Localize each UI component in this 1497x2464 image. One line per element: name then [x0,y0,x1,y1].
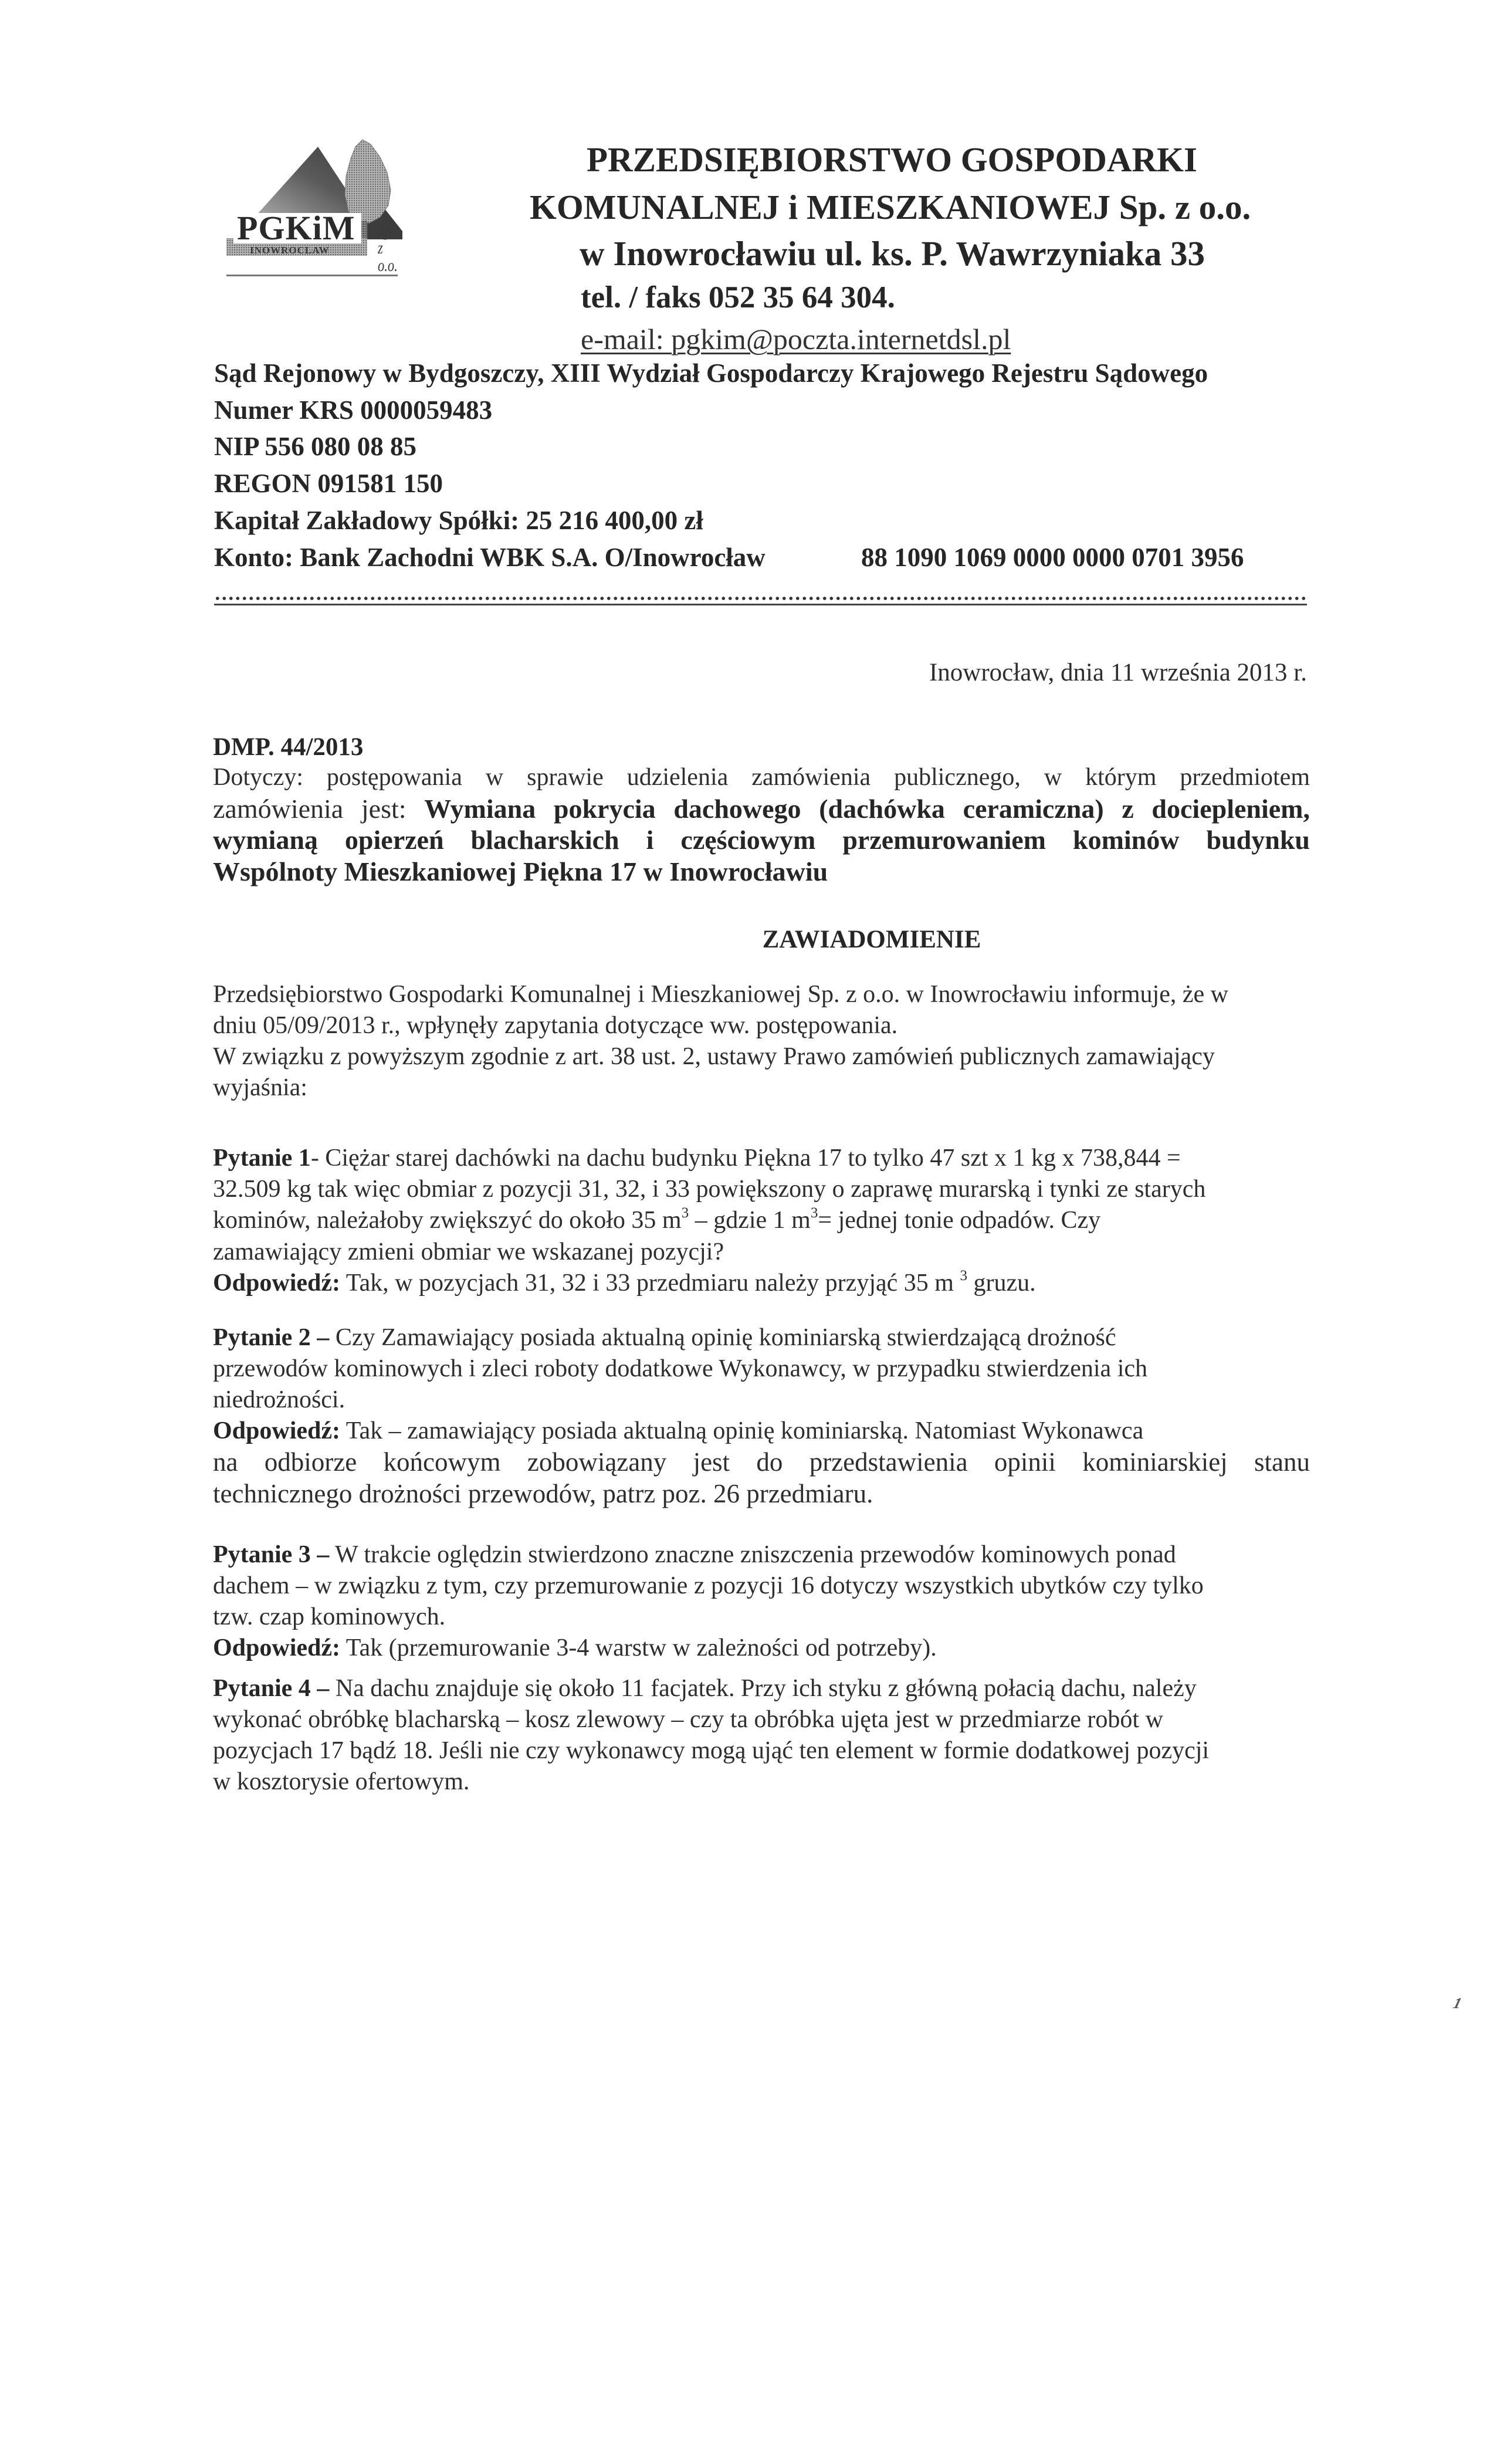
subject-line [213,858,1310,885]
text-run: zamówienia jest: [213,794,425,824]
text-run: W trakcie oględzin stwierdzono znaczne zniszczenia przewodów kominowych ponad [329,1541,1176,1568]
registry-regon: REGON 091581 150 [214,469,443,498]
text-run: tzw. czap kominowych. [213,1603,446,1630]
question-line [213,1268,1310,1297]
intro-line [213,1075,1310,1100]
text-run: w kosztorysie ofertowym. [213,1768,470,1795]
question-line [213,1738,1310,1763]
registry-nip: NIP 556 080 08 85 [214,432,417,461]
bold-text: Pytanie 3 – [213,1541,330,1568]
text-run: niedrożności. [213,1386,346,1413]
question-line [213,1240,1310,1264]
text-run: wyjaśnia: [213,1074,307,1101]
question-line [213,1676,1310,1701]
text-run: 32.509 kg tak więc obmiar z pozycji 31, 32, i 33 powiększony o zaprawę murarską i tynki ze starych [213,1176,1206,1203]
text-run: - Ciężar starej dachówki na dachu budynku Piękna 17 to tylko 47 szt x 1 kg x 738,844 = [310,1145,1181,1172]
subject-line [213,796,1310,823]
intro-line [213,982,1310,1007]
question-line [213,1542,1310,1567]
text-run: kominów, należałoby zwiększyć do około 35 m [213,1207,682,1234]
text-run: dniu 05/09/2013 r., wpłynęły zapytania dotyczące ww. postępowania. [213,1012,898,1039]
text-run: technicznego drożności przewodów, patrz poz. 26 przedmiaru. [213,1479,873,1508]
question-line [213,1325,1310,1350]
bold-text: Pytanie 4 – [213,1675,330,1702]
text-run: gruzu. [967,1270,1036,1297]
question-line [213,1449,1310,1475]
question-line [213,1636,1310,1660]
text-run: W związku z powyższym zgodnie z art. 38 ust. 2, ustawy Prawo zamówień publicznych zamawiający [213,1043,1215,1070]
text-run: zamawiający zmieni obmiar we wskazanej pozycji? [213,1238,724,1265]
registry-krs: Numer KRS 0000059483 [214,395,493,425]
header-email[interactable]: e-mail: pgkim@poczta.internetdsl.pl [581,323,1011,356]
text-run: Czy Zamawiający posiada aktualną opinię kominiarską stwierdzającą drożność [329,1324,1116,1351]
text-run: – gdzie 1 m [689,1207,811,1234]
registry-account-number: 88 1090 1069 0000 0000 0701 3956 [861,543,1244,572]
logo-legal-form: Sp. z o.o. [378,221,398,275]
text-run: Na dachu znajduje się około 11 facjatek. Przy ich styku z główną połacią dachu, należy [329,1675,1197,1702]
text-run: Dotyczy: postępowania w sprawie udzielenia zamówienia publicznego, w którym przedmiotem [213,764,1310,791]
subject-line [213,827,1310,854]
subject-line [213,765,1310,790]
question-line [213,1707,1310,1732]
question-line [213,1146,1310,1170]
text-run: Przedsiębiorstwo Gospodarki Komunalnej i Mieszkaniowej Sp. z o.o. w Inowrocławiu informuje, że w [213,981,1228,1008]
question-line [213,1605,1310,1629]
dotted-separator [214,596,1307,601]
registry-account-label: Konto: Bank Zachodni WBK S.A. O/Inowrocław [214,543,766,572]
bold-text: Wymiana pokrycia dachowego (dachówka ceramiczna) z dociepleniem, [424,794,1310,824]
question-line [213,1481,1310,1507]
header-company-line-2: KOMUNALNEJ i MIESZKANIOWEJ Sp. z o.o. [530,188,1251,226]
text-run: wykonać obróbkę blacharską – kosz zlewowy – czy ta obróbka ujęta jest w przedmiarze robót w [213,1706,1163,1733]
document-date: Inowrocław, dnia 11 września 2013 r. [929,659,1307,686]
reference-number: DMP. 44/2013 [213,733,364,761]
header-company-line-1: PRZEDSIĘBIORSTWO GOSPODARKI [587,140,1197,179]
bold-text: Odpowiedź: [213,1634,341,1661]
question-line [213,1177,1310,1201]
question-line [213,1205,1310,1234]
bold-text: Pytanie 1 [213,1145,311,1172]
bold-text: wymianą opierzeń blacharskich i częściowym przemurowaniem kominów budynku [213,825,1310,855]
logo-underline [226,275,398,276]
question-line [213,1769,1310,1794]
superscript: 3 [960,1268,968,1284]
text-run: przewodów kominowych i zleci roboty dodatkowe Wykonawcy, w przypadku stwierdzenia ich [213,1355,1148,1382]
text-run: Tak (przemurowanie 3-4 warstw w zależności od potrzeby). [340,1634,937,1661]
intro-line [213,1044,1310,1069]
document-title: ZAWIADOMIENIE [762,926,981,953]
question-line [213,1419,1310,1443]
page-number-mark: 1 [1451,1995,1464,2012]
logo-city: INOWROCLAW [250,245,330,256]
bold-text: Pytanie 2 – [213,1324,330,1351]
header-phone: tel. / faks 052 35 64 304. [581,280,895,314]
question-line [213,1356,1310,1381]
registry-court: Sąd Rejonowy w Bydgoszczy, XIII Wydział Gospodarczy Krajowego Rejestru Sądowego [214,358,1208,388]
superscript: 3 [810,1205,818,1221]
company-logo [226,134,402,280]
bold-text: Odpowiedź: [213,1417,341,1444]
bold-text: Odpowiedź: [213,1270,341,1297]
text-run: pozycjach 17 bądź 18. Jeśli nie czy wykonawcy mogą ująć ten element w formie dodatkowej pozycji [213,1737,1210,1764]
bold-text: Wspólnoty Mieszkaniowej Piękna 17 w Inowrocławiu [213,857,828,886]
superscript: 3 [681,1205,689,1221]
header-address: w Inowrocławiu ul. ks. P. Wawrzyniaka 33 [580,234,1205,273]
question-line [213,1387,1310,1412]
solid-separator [214,604,1307,605]
intro-line [213,1013,1310,1038]
logo-wordmark: PGKiM [237,209,355,247]
text-run: Tak – zamawiający posiada aktualną opinię kominiarską. Natomiast Wykonawca [340,1417,1144,1444]
text-run: = jednej tonie odpadów. Czy [818,1207,1101,1234]
text-run: na odbiorze końcowym zobowiązany jest do przedstawienia opinii kominiarskiej stanu [213,1447,1310,1477]
question-line [213,1573,1310,1598]
text-run: dachem – w związku z tym, czy przemurowanie z pozycji 16 dotyczy wszystkich ubytków czy tylko [213,1572,1204,1599]
registry-capital: Kapitał Zakładowy Spółki: 25 216 400,00 zł [214,506,703,535]
text-run: Tak, w pozycjach 31, 32 i 33 przedmiaru należy przyjąć 35 m [340,1270,960,1297]
